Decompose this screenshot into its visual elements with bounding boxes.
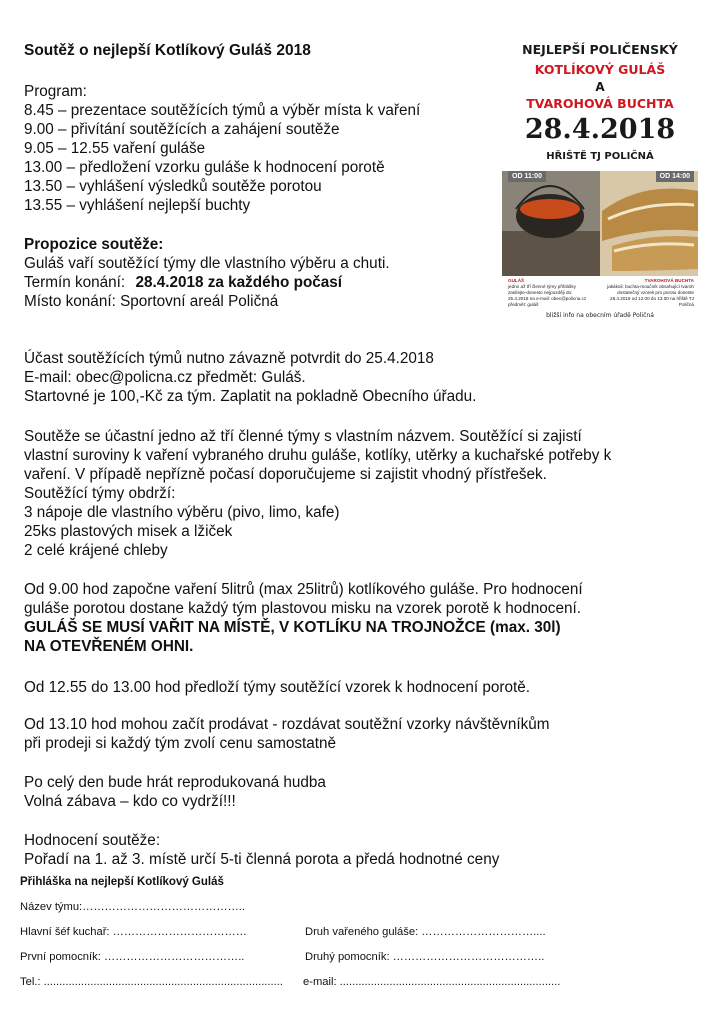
poster-footer: bližší info na obecním úřadě Poličná — [546, 312, 654, 319]
ucast-line: Startovné je 100,-Kč za tým. Zaplatit na pokladně Obecního úřadu. — [24, 388, 477, 405]
hudba-line: Volná zábava – kdo co vydrží!!! — [24, 793, 236, 810]
form-field-head-chef: Hlavní šéf kuchař: ……………………………… — [20, 926, 247, 938]
vareni-line: Od 9.00 hod započne vaření 5litrů (max 25litrů) kotlíkového guláše. Pro hodnocení — [24, 581, 583, 598]
program-heading: Program: — [24, 83, 87, 100]
termin-line — [24, 273, 390, 292]
program-section — [24, 82, 420, 215]
goulash-pot-and-strudel-illustration — [502, 171, 698, 276]
program-item: 13.55 – vyhlášení nejlepší buchty — [24, 197, 251, 214]
program-item: 13.50 – vyhlášení výsledků soutěže porotou — [24, 178, 322, 195]
termin-value: 28.4.2018 za každého počasí — [135, 274, 343, 291]
event-poster — [500, 38, 700, 319]
poster-caption-left — [508, 278, 588, 308]
tymy-line: 2 celé krájené chleby — [24, 542, 168, 559]
document-title: Soutěž o nejlepší Kotlíkový Guláš 2018 — [24, 42, 311, 59]
poster-date: 28.4.2018 — [524, 114, 676, 145]
prodej-section — [24, 715, 549, 753]
vareni-bold-line: NA OTEVŘENÉM OHNI. — [24, 638, 194, 655]
vareni-line: guláše porotou dostane každý tým plastovou misku na vzorek porotě k hodnocení. — [24, 600, 581, 617]
form-field-phone: Tel.: ............................................................................. — [20, 976, 283, 988]
poster-place: HŘIŠTĚ TJ POLIČNÁ — [546, 151, 654, 162]
form-row-helpers — [20, 950, 710, 964]
caption-left-text: jedno až tří členné týmy přihlášky zasílejte-donesto nejpozději do: 25.4.2018 na e-mail: obec@policna.cz předmět: guláš — [508, 284, 587, 307]
program-item: 9.00 – přivítání soutěžících a zahájení soutěže — [24, 121, 340, 138]
time-tag-right: OD 14:00 — [656, 171, 694, 182]
propozice-section — [24, 235, 390, 311]
propozice-line: Guláš vaří soutěžící týmy dle vlastního výběru a chuti. — [24, 255, 390, 272]
prodej-line: Od 13.10 hod mohou začít prodávat - rozdávat soutěžní vzorky návštěvníkům — [24, 716, 550, 733]
ucast-line: E-mail: obec@policna.cz předmět: Guláš. — [24, 369, 306, 386]
termin-label: Termín konání: — [24, 274, 126, 291]
ucast-line: Účast soutěžících týmů nutno závazně potvrdit do 25.4.2018 — [24, 350, 434, 367]
tymy-line: vaření. V případě nepřízně počasí doporučujeme si zajistit vhodný přístřešek. — [24, 466, 547, 483]
predlozeni-line: Od 12.55 do 13.00 hod předloží týmy soutěžící vzorek k hodnocení porotě. — [24, 679, 530, 696]
vareni-section — [24, 580, 583, 656]
poster-line3: A — [595, 80, 605, 94]
poster-line1: NEJLEPŠÍ POLIČENSKÝ — [522, 42, 678, 57]
poster-photo — [502, 171, 698, 276]
propozice-heading: Propozice soutěže: — [24, 236, 164, 253]
poster-line2: KOTLÍKOVÝ GULÁŠ — [534, 62, 666, 77]
hudba-section — [24, 773, 326, 811]
hodnoceni-heading: Hodnocení soutěže: — [24, 832, 161, 849]
program-item: 9.05 – 12.55 vaření guláše — [24, 140, 206, 157]
tymy-line: Soutěžící týmy obdrží: — [24, 485, 176, 502]
form-title: Přihláška na nejlepší Kotlíkový Guláš — [20, 876, 224, 888]
application-form — [20, 875, 710, 989]
time-tag-left: OD 11:00 — [508, 171, 546, 182]
program-item: 8.45 – prezentace soutěžících týmů a výběr místa k vaření — [24, 102, 421, 119]
prodej-line: při prodeji si každý tým zvolí cenu samostatně — [24, 735, 337, 752]
program-item: 13.00 – předložení vzorku guláše k hodnocení porotě — [24, 159, 385, 176]
form-field-team-name: Název týmu:…………………………………….. — [20, 901, 246, 913]
form-field-second-helper: Druhý pomocník: ………………………………….. — [305, 951, 545, 963]
form-row-chef — [20, 925, 710, 939]
form-row-contact — [20, 975, 710, 989]
caption-right-text: jakákoli: buchta-moučník obsahující tvaroh dostatečný vzorek pro porotu doneste 28.4.2018 od 12.00 do 13.00 na hřiště TJ Poličná — [607, 284, 694, 307]
tymy-line: vlastní suroviny k vaření vybraného druhu guláše, kotlíky, utěrky a kuchařské potřeby k — [24, 447, 612, 464]
hudba-line: Po celý den bude hrát reprodukovaná hudba — [24, 774, 326, 791]
form-field-first-helper: První pomocník: ……………………………….. — [20, 951, 245, 963]
tymy-line: 25ks plastových misek a lžiček — [24, 523, 233, 540]
vareni-bold-line: GULÁŠ SE MUSÍ VAŘIT NA MÍSTĚ, V KOTLÍKU NA TROJNOŽCE (max. 30l) — [24, 619, 561, 636]
poster-line4: TVAROHOVÁ BUCHTA — [526, 96, 674, 111]
misto-line: Místo konání: Sportovní areál Poličná — [24, 293, 279, 310]
tymy-line: Soutěže se účastní jedno až tří členné týmy s vlastním názvem. Soutěžící si zajistí — [24, 428, 582, 445]
ucast-section — [24, 349, 476, 406]
hodnoceni-text: Pořadí na 1. až 3. místě určí 5-ti členná porota a předá hodnotné ceny — [24, 851, 500, 868]
caption-left-title: GULÁŠ — [508, 278, 525, 283]
tymy-section — [24, 427, 611, 560]
hodnoceni-section — [24, 831, 499, 869]
tymy-line: 3 nápoje dle vlastního výběru (pivo, limo, kafe) — [24, 504, 340, 521]
caption-right-title: TVAROHOVÁ BUCHTA — [644, 278, 694, 283]
form-field-email: e-mail: ....................................................................... — [303, 976, 561, 988]
poster-caption-right — [606, 278, 694, 308]
form-field-goulash-type: Druh vařeného guláše: ………………………….... — [305, 926, 546, 938]
